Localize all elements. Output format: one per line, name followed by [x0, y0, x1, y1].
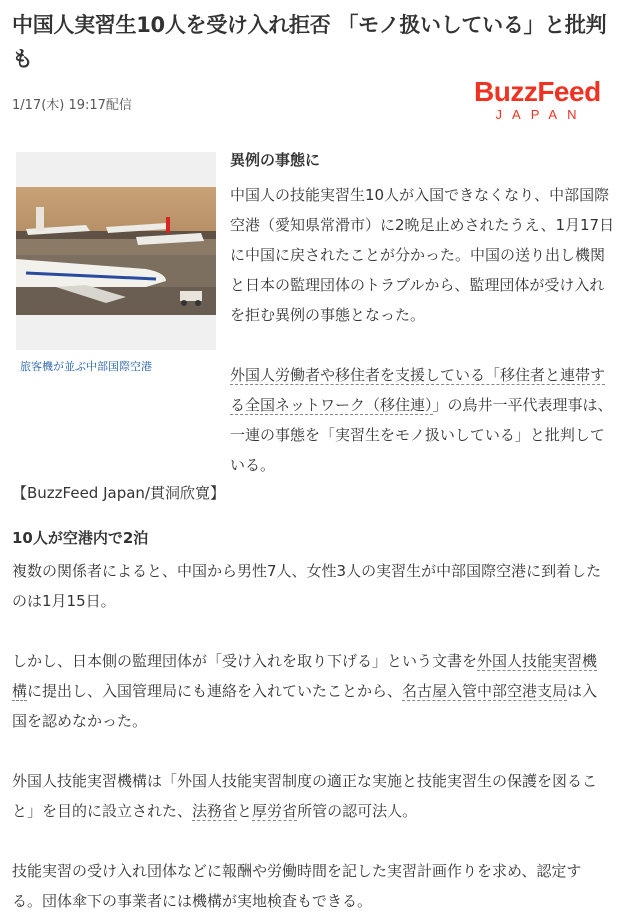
- moj-link[interactable]: 法務省: [192, 802, 238, 820]
- photo-caption[interactable]: 旅客機が並ぶ中部国際空港: [20, 360, 152, 373]
- section-heading-1: 異例の事態に: [230, 151, 321, 169]
- spacer: [12, 826, 612, 856]
- nagoya-immigration-link[interactable]: 名古屋入管中部空港支局: [402, 682, 568, 700]
- article-title: 中国人実習生10人を受け入れ拒否 「モノ扱いしている」と批判も: [12, 13, 607, 71]
- airport-photo[interactable]: [16, 152, 216, 350]
- paragraph-2-rest: 」の鳥井一平代表理事は、一連の事態を「実習生をモノ扱いしている」と批判している。: [230, 396, 613, 474]
- article-meta: [12, 76, 612, 128]
- paragraph-4-part-c: は入国を認めなかった。: [12, 682, 598, 730]
- article-intro: [12, 148, 615, 478]
- paragraph-5-part-c: 所管の認可法人。: [297, 802, 418, 820]
- paragraph-1: 中国人の技能実習生10人が入国できなくなり、中部国際空港（愛知県常滑市）に2晩足止めされたうえ、1月17日に中国に戻されたことが分かった。中国の送り出し機関と日本の監理団体のトラブルから、監理団体が受け入れを拒む異例の事態となった。: [230, 186, 615, 324]
- otit-link[interactable]: 外国人技能実習機構: [12, 652, 598, 700]
- ijuren-link[interactable]: 外国人労働者や移住者を支援している「移住者と連帯する全国ネットワーク（移住連）: [230, 366, 606, 414]
- mhlw-link[interactable]: 厚労省: [252, 802, 298, 820]
- logo-wordmark: BuzzFeed: [474, 76, 601, 107]
- spacer: [12, 736, 612, 766]
- paragraph-4-part-a: しかし、日本側の監理団体が「受け入れを取り下げる」という文書を: [12, 652, 478, 670]
- section-heading-2: 10人が空港内で2泊: [12, 529, 149, 547]
- paragraph-4: [12, 646, 608, 736]
- paragraph-4-part-b: に提出し、入国管理局にも連絡を入れていたことから、: [27, 682, 403, 700]
- paragraph-2: [230, 360, 615, 480]
- paragraph-5-part-b: と: [237, 802, 253, 820]
- author-credit: 【BuzzFeed Japan/貫洞欣寛】: [12, 484, 225, 502]
- paragraph-5-part-a: 外国人技能実習機構は「外国人技能実習制度の適正な実施と技能実習生の保護を図ること」を目的に設立された、: [12, 772, 598, 820]
- article: [12, 8, 615, 916]
- paragraph-6: 技能実習の受け入れ団体などに報酬や労働時間を記した実習計画作りを求め、認定する。団体傘下の事業者には機構が実地検査もできる。: [12, 862, 582, 910]
- paragraph-3: 複数の関係者によると、中国から男性7人、女性3人の実習生が中部国際空港に到着したのは1月15日。: [12, 562, 602, 610]
- airport-image: [16, 187, 216, 315]
- buzzfeed-japan-logo[interactable]: [474, 76, 601, 122]
- logo-subtitle: JAPAN: [495, 107, 587, 122]
- paragraph-5: [12, 766, 608, 826]
- intro-text: [230, 148, 615, 480]
- publish-date: 1/17(木) 19:17配信: [12, 98, 132, 113]
- spacer: [12, 616, 612, 646]
